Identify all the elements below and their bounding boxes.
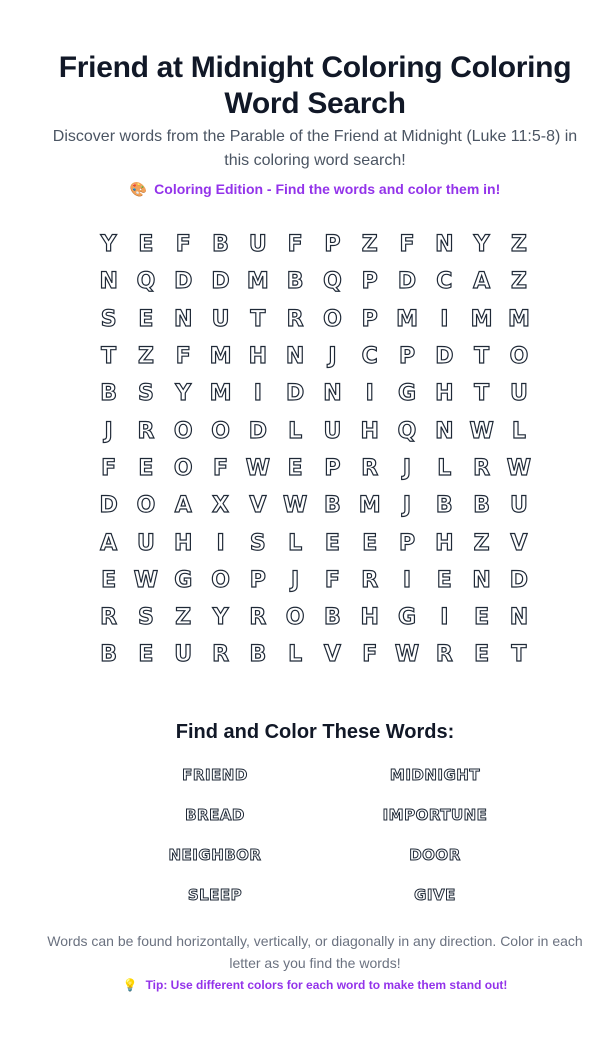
- grid-cell[interactable]: G: [397, 381, 417, 407]
- grid-cell[interactable]: P: [361, 269, 378, 295]
- grid-cell[interactable]: P: [324, 232, 341, 258]
- word-item: BREAD: [185, 806, 245, 824]
- grid-cell[interactable]: E: [138, 455, 154, 481]
- grid-cell[interactable]: W: [469, 418, 494, 444]
- grid-cell[interactable]: V: [323, 642, 341, 668]
- grid-cell[interactable]: L: [288, 530, 303, 556]
- grid-cell[interactable]: M: [209, 381, 232, 407]
- grid-cell[interactable]: R: [137, 418, 155, 444]
- lightbulb-icon: 💡: [122, 978, 138, 992]
- grid-cell[interactable]: R: [212, 642, 230, 668]
- grid-cell[interactable]: G: [174, 567, 193, 593]
- grid-cell[interactable]: Y: [100, 232, 117, 258]
- grid-cell[interactable]: S: [100, 306, 117, 332]
- grid-cell[interactable]: W: [245, 455, 270, 481]
- grid-cell[interactable]: Z: [137, 344, 154, 370]
- instructions-text: Words can be found horizontally, vertically, or diagonally in any direction. Color in each letter as you find the words!: [47, 933, 583, 971]
- grid-cell[interactable]: N: [99, 269, 118, 295]
- grid-cell[interactable]: Q: [397, 418, 417, 444]
- grid-cell[interactable]: A: [473, 269, 491, 295]
- grid-cell[interactable]: I: [216, 530, 225, 556]
- grid-cell[interactable]: W: [506, 455, 532, 481]
- grid-cell[interactable]: N: [435, 418, 454, 444]
- grid-cell[interactable]: Z: [510, 269, 527, 295]
- word-list-title: Find and Color These Words:: [175, 721, 455, 743]
- grid-cell[interactable]: U: [174, 642, 193, 668]
- grid-cell[interactable]: N: [472, 567, 491, 593]
- grid-cell[interactable]: B: [286, 269, 304, 295]
- grid-cell[interactable]: O: [211, 567, 230, 593]
- grid-cell[interactable]: O: [136, 493, 156, 519]
- grid-cell[interactable]: L: [437, 455, 452, 481]
- grid-cell[interactable]: R: [249, 605, 267, 631]
- grid-cell[interactable]: R: [435, 642, 453, 668]
- grid-cell[interactable]: S: [138, 381, 154, 407]
- grid-cell[interactable]: T: [474, 344, 490, 370]
- word-item: GIVE: [414, 886, 456, 904]
- grid-cell[interactable]: U: [323, 418, 342, 444]
- grid-cell[interactable]: A: [100, 530, 118, 556]
- word-item: MIDNIGHT: [389, 766, 481, 784]
- grid-cell[interactable]: U: [137, 530, 155, 556]
- grid-cell[interactable]: P: [361, 306, 378, 332]
- grid-cell[interactable]: E: [287, 455, 303, 481]
- page-subtitle: Discover words from the Parable of the Friend at Midnight (Luke 11:5-8) in this coloring word search!: [52, 128, 578, 169]
- grid-cell[interactable]: U: [509, 381, 528, 407]
- grid-cell[interactable]: M: [470, 306, 493, 332]
- grid-cell[interactable]: D: [174, 269, 193, 295]
- word-item: SLEEP: [187, 886, 243, 904]
- grid-cell[interactable]: U: [248, 232, 267, 258]
- grid-cell[interactable]: E: [324, 530, 340, 556]
- grid-cell[interactable]: I: [402, 567, 412, 593]
- grid-cell[interactable]: J: [402, 493, 412, 519]
- grid-cell[interactable]: D: [211, 269, 230, 295]
- grid-cell[interactable]: D: [99, 493, 118, 519]
- grid-cell[interactable]: T: [250, 306, 266, 332]
- grid-cell[interactable]: V: [510, 530, 528, 556]
- edition-banner: [40, 179, 590, 199]
- grid-cell[interactable]: Y: [175, 381, 192, 407]
- grid-cell[interactable]: P: [324, 455, 341, 481]
- grid-cell[interactable]: J: [104, 418, 113, 444]
- grid-cell[interactable]: F: [324, 567, 340, 593]
- grid-cell[interactable]: N: [174, 306, 193, 332]
- grid-cell[interactable]: T: [511, 642, 527, 668]
- grid-cell[interactable]: M: [358, 493, 381, 519]
- grid-cell[interactable]: D: [435, 344, 454, 370]
- grid-cell[interactable]: C: [361, 344, 378, 370]
- grid-cell[interactable]: R: [473, 455, 491, 481]
- grid-cell[interactable]: E: [101, 567, 117, 593]
- grid-cell[interactable]: F: [399, 232, 415, 258]
- word-item: DOOR: [409, 846, 461, 864]
- word-item: NEIGHBOR: [168, 846, 262, 864]
- grid-cell[interactable]: F: [175, 344, 191, 370]
- grid-cell[interactable]: D: [397, 269, 417, 295]
- grid-cell[interactable]: F: [213, 455, 229, 481]
- grid-cell[interactable]: A: [174, 493, 192, 519]
- grid-cell[interactable]: B: [100, 381, 118, 407]
- grid-cell[interactable]: H: [174, 530, 193, 556]
- grid-cell[interactable]: S: [249, 530, 266, 556]
- grid-cell[interactable]: O: [285, 605, 305, 631]
- grid-cell[interactable]: Z: [510, 232, 527, 258]
- tip-text: Tip: Use different colors for each word to make them stand out!: [145, 978, 508, 992]
- grid-cell[interactable]: F: [362, 642, 378, 668]
- grid-cell[interactable]: M: [396, 306, 418, 332]
- grid-cell[interactable]: F: [175, 232, 191, 258]
- grid-cell[interactable]: J: [402, 455, 412, 481]
- grid-cell[interactable]: O: [173, 455, 193, 481]
- grid-cell[interactable]: R: [361, 455, 379, 481]
- grid-cell[interactable]: W: [133, 567, 159, 593]
- word-search-grid: [90, 226, 538, 674]
- grid-cell[interactable]: F: [287, 232, 303, 258]
- grid-cell[interactable]: H: [360, 605, 379, 631]
- grid-cell[interactable]: E: [362, 530, 378, 556]
- grid-cell[interactable]: R: [286, 306, 304, 332]
- grid-cell[interactable]: V: [249, 493, 267, 519]
- grid-cell[interactable]: B: [324, 605, 341, 631]
- grid-cell[interactable]: E: [474, 642, 490, 668]
- grid-cell[interactable]: O: [509, 344, 529, 370]
- grid-cell[interactable]: Z: [175, 605, 192, 631]
- grid-cell[interactable]: J: [328, 344, 337, 370]
- grid-cell[interactable]: D: [509, 567, 529, 593]
- grid-cell[interactable]: B: [249, 642, 267, 668]
- grid-cell[interactable]: N: [509, 605, 529, 631]
- grid-cell[interactable]: H: [435, 381, 454, 407]
- grid-cell[interactable]: I: [440, 306, 449, 332]
- grid-cell[interactable]: F: [101, 455, 117, 481]
- grid-cell[interactable]: X: [212, 493, 230, 519]
- grid-cell[interactable]: B: [212, 232, 229, 258]
- grid-cell[interactable]: E: [474, 605, 490, 631]
- page-title: Friend at Midnight Coloring Coloring Word Search: [58, 51, 572, 120]
- grid-cell[interactable]: M: [209, 344, 232, 370]
- grid-cell[interactable]: P: [398, 530, 416, 556]
- grid-cell[interactable]: W: [394, 642, 420, 668]
- grid-cell[interactable]: Z: [361, 232, 378, 258]
- grid-cell[interactable]: Y: [212, 605, 229, 631]
- grid-cell[interactable]: R: [361, 567, 379, 593]
- edition-text: Coloring Edition - Find the words and color them in!: [154, 181, 501, 197]
- grid-cell[interactable]: L: [288, 642, 303, 668]
- grid-cell[interactable]: W: [282, 493, 308, 519]
- grid-cell[interactable]: T: [474, 381, 490, 407]
- grid-cell[interactable]: G: [397, 605, 417, 631]
- grid-cell[interactable]: B: [100, 642, 118, 668]
- grid-cell[interactable]: H: [360, 418, 379, 444]
- grid-cell[interactable]: E: [138, 642, 154, 668]
- grid-cell[interactable]: D: [286, 381, 305, 407]
- grid-cell[interactable]: M: [246, 269, 269, 295]
- grid-cell[interactable]: T: [101, 344, 117, 370]
- grid-cell[interactable]: N: [285, 344, 305, 370]
- grid-cell[interactable]: U: [509, 493, 528, 519]
- grid-cell[interactable]: E: [138, 306, 154, 332]
- grid-cell[interactable]: E: [436, 567, 452, 593]
- grid-cell[interactable]: O: [173, 418, 193, 444]
- grid-cell[interactable]: Q: [136, 269, 156, 295]
- grid-cell[interactable]: L: [288, 418, 303, 444]
- grid-cell[interactable]: O: [323, 306, 342, 332]
- grid-cell[interactable]: Y: [473, 232, 490, 258]
- grid-cell[interactable]: B: [435, 493, 453, 519]
- grid-cell[interactable]: O: [211, 418, 230, 444]
- palette-icon: 🎨: [129, 181, 148, 197]
- tip-banner: [40, 976, 590, 994]
- grid-cell[interactable]: U: [211, 306, 230, 332]
- grid-cell[interactable]: B: [324, 493, 341, 519]
- grid-cell[interactable]: E: [138, 232, 154, 258]
- grid-cell[interactable]: P: [398, 344, 416, 370]
- grid-cell[interactable]: P: [249, 567, 266, 593]
- grid-cell[interactable]: B: [473, 493, 490, 519]
- grid-cell[interactable]: I: [253, 381, 262, 407]
- grid-cell[interactable]: S: [138, 605, 154, 631]
- word-list: [105, 762, 545, 922]
- grid-cell[interactable]: Q: [323, 269, 342, 295]
- grid-cell[interactable]: H: [248, 344, 268, 370]
- grid-cell[interactable]: I: [440, 605, 449, 631]
- grid-cell[interactable]: C: [436, 269, 453, 295]
- grid-cell[interactable]: D: [248, 418, 267, 444]
- grid-cell[interactable]: H: [435, 530, 454, 556]
- grid-cell[interactable]: L: [511, 418, 526, 444]
- grid-cell[interactable]: M: [507, 306, 530, 332]
- grid-cell[interactable]: Z: [473, 530, 490, 556]
- grid-cell[interactable]: N: [435, 232, 454, 258]
- grid-cell[interactable]: R: [100, 605, 118, 631]
- grid-cell[interactable]: J: [291, 567, 300, 593]
- grid-cell[interactable]: N: [323, 381, 342, 407]
- word-item: FRIEND: [182, 766, 248, 784]
- word-item: IMPORTUNE: [382, 806, 488, 824]
- grid-cell[interactable]: I: [365, 381, 374, 407]
